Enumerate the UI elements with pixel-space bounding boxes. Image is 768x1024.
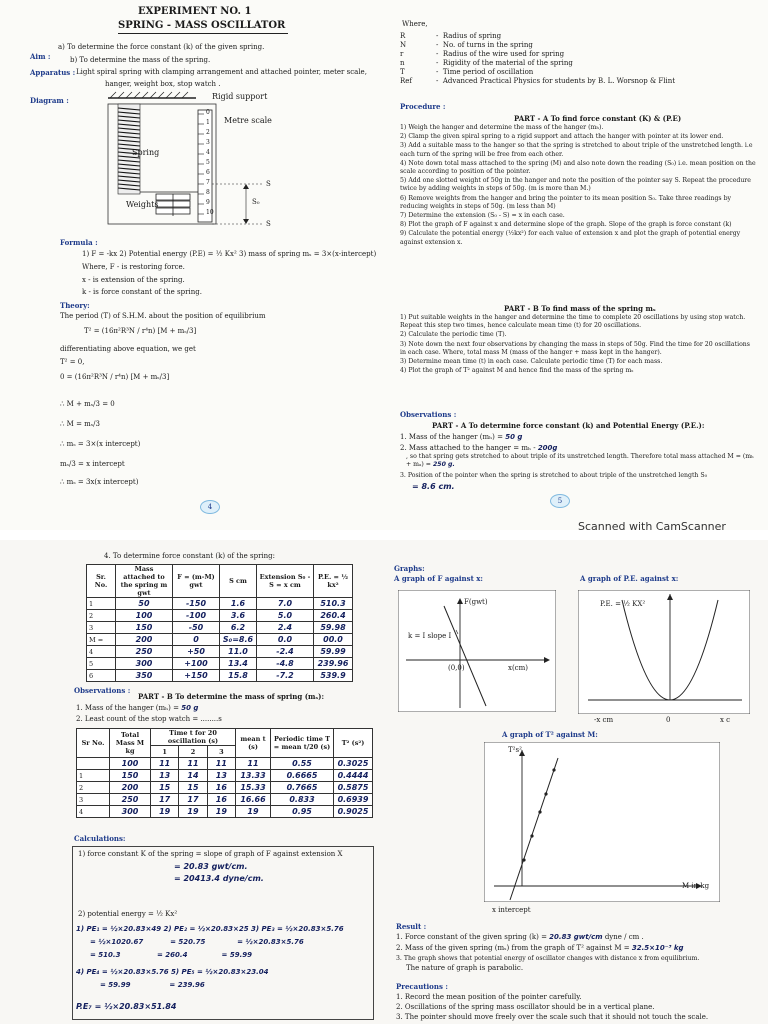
page-number: 4 bbox=[200, 500, 220, 514]
part-b-obs-title: PART - B To determine the mass of spring (mₛ): bbox=[138, 692, 325, 701]
table-cell-mass: 150 bbox=[116, 622, 173, 634]
table-cell-t3: 16 bbox=[207, 794, 235, 806]
calc-line-1: 1) force constant K of the spring = slope of graph of F against extension X bbox=[78, 850, 343, 858]
spring-label: Spring bbox=[132, 148, 160, 157]
graph1-x-label: x(cm) bbox=[508, 664, 528, 672]
result-text: 2. Mass of the given spring (mₛ) from the graph of T² against M = bbox=[396, 944, 630, 952]
table-cell-s: 3.6 bbox=[220, 610, 257, 622]
table-cell-x: 2.4 bbox=[257, 622, 314, 634]
definitions-list bbox=[400, 32, 760, 86]
table-row bbox=[87, 622, 353, 634]
table-subheader: 1 bbox=[151, 746, 179, 758]
calc-line-5: P.E₇ = ½×20.83×51.84 bbox=[76, 1002, 177, 1011]
table-cell-mass: 300 bbox=[116, 658, 173, 670]
table-cell-s: 11.0 bbox=[220, 646, 257, 658]
result-text: 1. Force constant of the given spring (k) = bbox=[396, 933, 547, 941]
graph1-origin: (0,0) bbox=[448, 664, 465, 672]
procedure-steps-b bbox=[400, 314, 756, 376]
table-cell-mass: 350 bbox=[116, 670, 173, 682]
table-cell-T: 0.7665 bbox=[271, 782, 334, 794]
table-header: Extension S₀ - S = x cm bbox=[257, 565, 314, 598]
result-line-3b: The nature of graph is parabolic. bbox=[406, 964, 524, 972]
metre-scale-label: Metre scale bbox=[224, 116, 272, 125]
obs-line-1 bbox=[400, 433, 522, 442]
theory-line-1: The period (T) of S.H.M. about the position of equilibrium bbox=[60, 312, 266, 320]
theory-line-8: ∴ mₛ = 3×(x intercept) bbox=[60, 440, 141, 448]
table-cell-f: 0 bbox=[173, 634, 220, 646]
scale-mark: 10 bbox=[206, 209, 214, 216]
calculations-box bbox=[72, 846, 374, 1020]
definition-symbol: T bbox=[400, 68, 405, 76]
obs-b2: 2. Least count of the stop watch = ........s bbox=[76, 715, 222, 723]
scale-mark: 0 bbox=[206, 109, 210, 116]
table-cell-s: 1.6 bbox=[220, 598, 257, 610]
aim-b: b) To determine the mass of the spring. bbox=[70, 56, 211, 64]
force-constant-table-body bbox=[87, 598, 353, 682]
table-row bbox=[77, 806, 373, 818]
scale-mark: 8 bbox=[206, 189, 210, 196]
table-cell-mass: 200 bbox=[116, 634, 173, 646]
page-experiment-theory bbox=[0, 0, 384, 530]
definition-symbol: Ref bbox=[400, 77, 413, 85]
result-label: Result : bbox=[396, 922, 427, 931]
page-graphs-results bbox=[384, 540, 768, 1024]
table-header: Sr No. bbox=[77, 729, 110, 758]
scale-mark: 9 bbox=[206, 199, 210, 206]
table-cell-sr: 3 bbox=[77, 794, 110, 806]
table-cell-pe: 59.99 bbox=[314, 646, 353, 658]
calc-line-4b: = 59.99 = 239.96 bbox=[100, 981, 205, 989]
table-header: P.E. = ½ kx² bbox=[314, 565, 353, 598]
table-cell-f: -100 bbox=[173, 610, 220, 622]
table-cell-s: 15.8 bbox=[220, 670, 257, 682]
definition-symbol: n bbox=[400, 59, 405, 67]
graph1-slope: k = I slope I bbox=[408, 632, 452, 640]
procedure-step: 1) Put suitable weights in the hanger and determine the time to complete 20 oscillations by using stop watch. Repeat this step two times, hence calculate mean time (t) for 20 oscillations. bbox=[400, 314, 746, 330]
obs-line-2b bbox=[406, 453, 756, 469]
table-cell-T: 0.6665 bbox=[271, 770, 334, 782]
table-cell-x: -2.4 bbox=[257, 646, 314, 658]
experiment-title: SPRING - MASS OSCILLATOR bbox=[118, 20, 286, 31]
table-header-row bbox=[87, 565, 353, 598]
theory-line-3: differentiating above equation, we get bbox=[60, 345, 196, 353]
definition-row: n - Rigidity of the material of the spring bbox=[400, 59, 573, 67]
spring-mass-diagram bbox=[96, 90, 286, 230]
aim-a: a) To determine the force constant (k) of the given spring. bbox=[58, 43, 265, 51]
definition-text: Rigidity of the material of the spring bbox=[442, 59, 573, 67]
graphs-label: Graphs: bbox=[394, 564, 425, 573]
table-cell-mean: 13.33 bbox=[236, 770, 271, 782]
graph1-title: A graph of F against x: bbox=[394, 574, 484, 583]
force-constant-table bbox=[86, 564, 353, 682]
graph2-origin: 0 bbox=[666, 716, 671, 724]
table-cell-f: -50 bbox=[173, 622, 220, 634]
procedure-steps-a bbox=[400, 124, 756, 248]
formula-line-3: x - is extension of the spring. bbox=[82, 276, 185, 284]
scale-mark: 7 bbox=[206, 179, 210, 186]
procedure-step: 3) Note down the next four observations by changing the mass in steps of 50g. Find the time for 20 oscillations in each case. Where, total mass M (mass of the hanger + mass kept in the hanger). bbox=[400, 340, 750, 356]
definition-row: r - Radius of the wire used for spring bbox=[400, 50, 565, 58]
s0-label: S₀ bbox=[252, 198, 260, 206]
experiment-number: EXPERIMENT NO. 1 bbox=[138, 6, 252, 17]
definition-text: No. of turns in the spring bbox=[442, 41, 533, 49]
page-observations bbox=[0, 540, 384, 1024]
observations-label: Observations : bbox=[74, 686, 131, 695]
table-header: S cm bbox=[220, 565, 257, 598]
scale-mark: 2 bbox=[206, 129, 210, 136]
table-header: Periodic time T = mean t/20 (s) bbox=[271, 729, 334, 758]
procedure-step: 4) Plot the graph of T² against M and hence find the mass of the spring mₛ bbox=[400, 367, 634, 375]
m-label: M = bbox=[89, 635, 104, 644]
theory-line-6: ∴ M + mₛ/3 = 0 bbox=[60, 400, 115, 408]
theory-line-4: T² = 0, bbox=[60, 358, 85, 366]
table-cell-t1: 11 bbox=[151, 758, 179, 770]
table-header: F = (m-M) gwt bbox=[173, 565, 220, 598]
obs-line-2 bbox=[400, 444, 557, 453]
precaution-3: 3. The pointer should move freely over the scale such that it should not touch the scale. bbox=[396, 1013, 709, 1021]
table-row bbox=[87, 598, 353, 610]
graph2-title: A graph of P.E. against x: bbox=[580, 574, 679, 583]
result-value: 20.83 gwt/cm bbox=[549, 933, 603, 941]
table-row bbox=[87, 646, 353, 658]
table-cell-f: +150 bbox=[173, 670, 220, 682]
table-cell-t2: 14 bbox=[179, 770, 207, 782]
aim-label: Aim : bbox=[30, 52, 51, 61]
result-line-2 bbox=[396, 944, 684, 953]
table-cell-t2: 19 bbox=[179, 806, 207, 818]
theory-line-2: T² = (16π²R³N / r⁴n) [M + mₛ/3] bbox=[84, 327, 197, 335]
precaution-1: 1. Record the mean position of the pointer carefully. bbox=[396, 993, 582, 1001]
table-cell-mean: 15.33 bbox=[236, 782, 271, 794]
rigid-support-label: Rigid support bbox=[212, 92, 268, 101]
table-cell-pe: 59.98 bbox=[314, 622, 353, 634]
observations-label: Observations : bbox=[400, 410, 457, 419]
scale-mark: 5 bbox=[206, 159, 210, 166]
calc-line-2: 2) potential energy = ½ Kx² bbox=[78, 910, 178, 918]
graph2-formula: P.E. = ½ KX² bbox=[600, 600, 646, 608]
table-cell-t1: 17 bbox=[151, 794, 179, 806]
table-cell-mass: 50 bbox=[116, 598, 173, 610]
table-cell-pe: 260.4 bbox=[314, 610, 353, 622]
definition-text: Radius of spring bbox=[442, 32, 502, 40]
apparatus-label: Apparatus : bbox=[30, 68, 76, 77]
table-cell-mean: 11 bbox=[236, 758, 271, 770]
table-cell-t3: 16 bbox=[207, 782, 235, 794]
s-label: S bbox=[266, 180, 271, 188]
scale-mark: 3 bbox=[206, 139, 210, 146]
graph-f-vs-x bbox=[398, 590, 556, 712]
table-subheader: 2 bbox=[179, 746, 207, 758]
obs-text: 2. Mass attached to the hanger = mₕ - bbox=[400, 444, 536, 452]
table-cell-sr bbox=[77, 758, 110, 770]
precautions-label: Precautions : bbox=[396, 982, 448, 991]
table-cell-t3: 19 bbox=[207, 806, 235, 818]
graph2-left-label: -x cm bbox=[594, 716, 614, 724]
table-cell-s: 13.4 bbox=[220, 658, 257, 670]
table-cell-t2: 17 bbox=[179, 794, 207, 806]
table-cell-m: 200 bbox=[110, 782, 151, 794]
table-cell-mean: 19 bbox=[236, 806, 271, 818]
table-cell-pe: 00.0 bbox=[314, 634, 353, 646]
table-cell-m: 150 bbox=[110, 770, 151, 782]
part-b-title: PART - B To find mass of the spring mₛ bbox=[504, 304, 656, 313]
obs-value: 50 g bbox=[181, 704, 199, 712]
table-cell-x: -7.2 bbox=[257, 670, 314, 682]
definition-row: R - Radius of spring bbox=[400, 32, 502, 40]
table-header-row bbox=[77, 729, 373, 746]
procedure-step: 7) Determine the extension (S₀ - S) = x in each case. bbox=[400, 212, 565, 220]
camscanner-watermark: Scanned with CamScanner bbox=[578, 520, 726, 530]
calc-line-3a: 1) PE₁ = ½×20.83×49 2) PE₂ = ½×20.83×25 3) PE₃ = ½×20.83×5.76 bbox=[76, 925, 344, 933]
scale-numbers bbox=[206, 108, 216, 218]
table-header: Total Mass M kg bbox=[110, 729, 151, 758]
table-header: T² (s²) bbox=[334, 729, 373, 758]
table-cell-T2: 0.3025 bbox=[334, 758, 373, 770]
apparatus-line-1: Light spiral spring with clamping arrangement and attached pointer, meter scale, bbox=[76, 68, 367, 76]
table-row bbox=[77, 794, 373, 806]
table-cell-T2: 0.5875 bbox=[334, 782, 373, 794]
diagram-label: Diagram : bbox=[30, 96, 69, 105]
table-header: Mass attached to the spring m gwt bbox=[116, 565, 173, 598]
table-row bbox=[77, 782, 373, 794]
theory-line-5: 0 = (16π²R³N / r⁴n) [M + mₛ/3] bbox=[60, 373, 170, 381]
theory-label: Theory: bbox=[60, 301, 90, 310]
table-cell-f: +50 bbox=[173, 646, 220, 658]
calc-line-1b: = 20413.4 dyne/cm. bbox=[174, 874, 264, 883]
table-cell-T: 0.55 bbox=[271, 758, 334, 770]
table-cell-T: 0.833 bbox=[271, 794, 334, 806]
table-cell-s: 6.2 bbox=[220, 622, 257, 634]
part-a-title: PART - A To find force constant (K) & (P.E) bbox=[514, 114, 682, 123]
table-cell-t1: 15 bbox=[151, 782, 179, 794]
where-label: Where, bbox=[402, 20, 428, 28]
obs-text: , so that spring gets stretched to about triple of its unstretched length. Therefore total mass attached M = (mₕ + mₐ) = bbox=[406, 453, 754, 468]
result-unit: dyne / cm . bbox=[604, 933, 644, 941]
procedure-label: Procedure : bbox=[400, 102, 446, 111]
definition-symbol: r bbox=[400, 50, 404, 58]
definition-row: Ref - Advanced Practical Physics for students by B. L. Worsnop & Flint bbox=[400, 77, 676, 85]
table-row bbox=[77, 758, 373, 770]
theory-line-10: ∴ mₛ = 3x(x intercept) bbox=[60, 478, 139, 486]
procedure-step: 3) Add a suitable mass to the hanger so that the spring is stretched to about triple of the unstretched length. i.e each turn of the spring will be free from each other. bbox=[400, 142, 753, 158]
procedure-step: 6) Remove weights from the hanger and bring the pointer to its mean position S₀. Take three readings by reducing weights in steps of 50g. (m less than M) bbox=[400, 194, 732, 210]
table-cell-f: +100 bbox=[173, 658, 220, 670]
definition-text: Time period of oscillation bbox=[442, 68, 534, 76]
table-cell-mass: 250 bbox=[116, 646, 173, 658]
obs-value: 200g bbox=[537, 444, 558, 452]
page-procedure bbox=[384, 0, 768, 530]
table-cell-pe: 510.3 bbox=[314, 598, 353, 610]
formula-line-1: 1) F = -kx 2) Potential energy (P.E) = ½ Kx² 3) mass of spring mₛ = 3×(x-intercept) bbox=[82, 250, 377, 258]
definition-text: Radius of the wire used for spring bbox=[442, 50, 565, 58]
table-row bbox=[87, 658, 353, 670]
table-cell-x: 5.0 bbox=[257, 610, 314, 622]
table-cell-T2: 0.6939 bbox=[334, 794, 373, 806]
graph-t2-vs-m bbox=[484, 742, 720, 902]
table-header: mean t (s) bbox=[236, 729, 271, 758]
calc-line-3c: = 510.3 = 260.4 = 59.99 bbox=[90, 951, 253, 959]
procedure-step: 5) Add one slotted weight of 50g in the hanger and note the position of the pointer say S. Repeat the procedure twice by adding weights in steps of 50g. (m is more than M.) bbox=[400, 177, 751, 193]
result-value: 32.5×10⁻³ kg bbox=[631, 944, 684, 952]
definition-row: T - Time period of oscillation bbox=[400, 68, 534, 76]
obs-line-3: 3. Position of the pointer when the spring is stretched to about triple of the unstretched length S₀ bbox=[400, 472, 708, 479]
table-cell-t1: 13 bbox=[151, 770, 179, 782]
table-row bbox=[87, 610, 353, 622]
definition-symbol: R bbox=[400, 32, 406, 40]
page-number: 5 bbox=[550, 494, 570, 508]
obs-line-3-value: = 8.6 cm. bbox=[412, 482, 455, 491]
table-header: Time t for 20 oscillation (s) bbox=[151, 729, 236, 746]
graph3-title: A graph of T² against M: bbox=[502, 730, 598, 739]
table-cell-t1: 19 bbox=[151, 806, 179, 818]
definition-row: N - No. of turns in the spring bbox=[400, 41, 533, 49]
calc-line-4a: 4) PE₄ = ½×20.83×5.76 5) PE₅ = ½×20.83×23.04 bbox=[76, 968, 269, 976]
table-cell-sr: 6 bbox=[87, 670, 116, 682]
result-line-3: 3. The graph shows that potential energy of oscillator changes with distance x from equilibrium. bbox=[396, 955, 700, 962]
spring-mass-table-body bbox=[77, 758, 373, 818]
obs-text: 1. Mass of the hanger (mₕ) = bbox=[400, 433, 503, 441]
table-cell-mass: 100 bbox=[116, 610, 173, 622]
precaution-2: 2. Oscillations of the spring mass oscillator should be in a vertical plane. bbox=[396, 1003, 655, 1011]
weights-label: Weights bbox=[126, 200, 159, 209]
table-cell-sr: 3 bbox=[87, 622, 116, 634]
table-cell-mean: 16.66 bbox=[236, 794, 271, 806]
table-cell-sr: 2 bbox=[87, 610, 116, 622]
s-label-bottom: S bbox=[266, 220, 271, 228]
scale-mark: 4 bbox=[206, 149, 210, 156]
apparatus-line-2: hanger, weight box, stop watch . bbox=[105, 80, 221, 88]
graph2-right-label: x c bbox=[720, 716, 731, 724]
formula-line-4: k - is force constant of the spring. bbox=[82, 288, 202, 296]
table-cell-sr: 2 bbox=[77, 782, 110, 794]
table-cell-T2: 0.4444 bbox=[334, 770, 373, 782]
table-cell-sr bbox=[87, 634, 116, 646]
obs-value: 50 g bbox=[505, 433, 523, 441]
graph3-x-label: M in kg bbox=[682, 882, 710, 890]
scale-mark: 1 bbox=[206, 119, 210, 126]
definition-symbol: N bbox=[400, 41, 407, 49]
table-cell-sr: 5 bbox=[87, 658, 116, 670]
formula-label: Formula : bbox=[60, 238, 98, 247]
table-cell-m: 100 bbox=[110, 758, 151, 770]
table-cell-t2: 11 bbox=[179, 758, 207, 770]
table-cell-sr: 4 bbox=[87, 646, 116, 658]
procedure-step: 3) Determine mean time (t) in each case. Calculate periodic time (T) for each mass. bbox=[400, 358, 663, 366]
table-cell-T: 0.95 bbox=[271, 806, 334, 818]
table-cell-T2: 0.9025 bbox=[334, 806, 373, 818]
formula-line-2: Where, F - is restoring force. bbox=[82, 263, 185, 271]
spring-mass-table bbox=[76, 728, 373, 818]
scale-mark: 6 bbox=[206, 169, 210, 176]
title-underline bbox=[118, 33, 288, 34]
calc-line-3b: = ½×1020.67 = 520.75 = ½×20.83×5.76 bbox=[90, 938, 304, 946]
table-cell-pe: 539.9 bbox=[314, 670, 353, 682]
procedure-step: 9) Calculate the potential energy (½kx²) for each value of extension x and plot the graph of potential energy against extension x. bbox=[400, 230, 741, 246]
table-cell-m: 300 bbox=[110, 806, 151, 818]
calculations-label: Calculations: bbox=[74, 834, 126, 843]
obs-b1 bbox=[76, 704, 198, 713]
table-cell-f: -150 bbox=[173, 598, 220, 610]
table-cell-pe: 239.96 bbox=[314, 658, 353, 670]
table-cell-sr: 4 bbox=[77, 806, 110, 818]
obs-a-title: PART - A To determine force constant (k) and Potential Energy (P.E.): bbox=[432, 421, 705, 430]
table-cell-x: 7.0 bbox=[257, 598, 314, 610]
table-cell-x: -4.8 bbox=[257, 658, 314, 670]
table-cell-x: 0.0 bbox=[257, 634, 314, 646]
table-row bbox=[77, 770, 373, 782]
graph1-y-label: F(gwt) bbox=[464, 598, 488, 606]
procedure-step: 8) Plot the graph of F against x and determine slope of the graph. Slope of the graph is force constant (k) bbox=[400, 221, 732, 229]
definition-text: Advanced Practical Physics for students by B. L. Worsnop & Flint bbox=[442, 77, 676, 85]
table-cell-m: 250 bbox=[110, 794, 151, 806]
table-cell-s: S₀=8.6 bbox=[220, 634, 257, 646]
table-row bbox=[87, 634, 353, 646]
table-cell-sr: 1 bbox=[87, 598, 116, 610]
obs-text: 1. Mass of the hanger (mₕ) = bbox=[76, 704, 179, 712]
result-line-1 bbox=[396, 933, 644, 942]
procedure-step: 4) Note down total mass attached to the spring (M) and also note down the reading (S₀) i.e. mean position on the scale according to position of the pointer. bbox=[400, 159, 756, 176]
table-subheader: 3 bbox=[207, 746, 235, 758]
table1-title: 4. To determine force constant (k) of the spring: bbox=[104, 552, 276, 560]
graph3-y-label: T²s² bbox=[508, 746, 522, 754]
table-row bbox=[87, 670, 353, 682]
table-cell-t3: 11 bbox=[207, 758, 235, 770]
table-cell-sr: 1 bbox=[77, 770, 110, 782]
theory-line-9: mₛ/3 = x intercept bbox=[60, 460, 125, 468]
table-header: Sr. No. bbox=[87, 565, 116, 598]
calc-line-1a: = 20.83 gwt/cm. bbox=[174, 862, 248, 871]
obs-value: 250 g. bbox=[432, 461, 455, 468]
procedure-step: 2) Calculate the periodic time (T). bbox=[400, 331, 507, 339]
theory-line-7: ∴ M = mₛ/3 bbox=[60, 420, 100, 428]
graph3-intercept-label: x intercept bbox=[492, 906, 531, 914]
table-cell-t2: 15 bbox=[179, 782, 207, 794]
procedure-step: 2) Clamp the given spiral spring to a rigid support and attach the hanger with pointer at its lower end. bbox=[400, 133, 724, 141]
procedure-step: 1) Weigh the hanger and determine the mass of the hanger (mₕ). bbox=[400, 124, 604, 131]
table-cell-t3: 13 bbox=[207, 770, 235, 782]
